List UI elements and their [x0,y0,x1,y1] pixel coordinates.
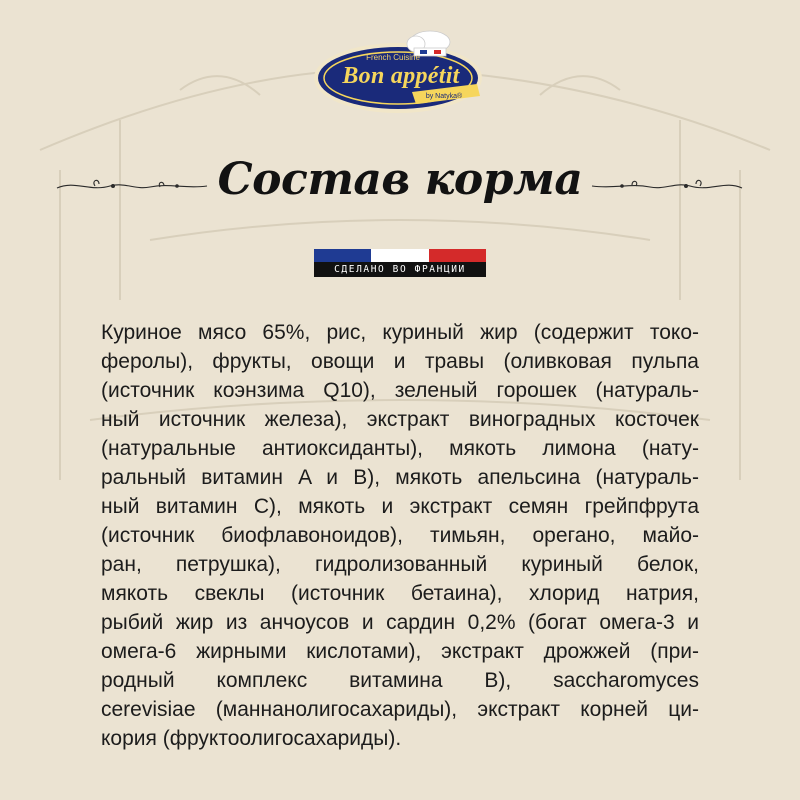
composition-line: рыбий жир из анчоусов и сардин 0,2% (богат омега-3 и [101,611,699,634]
composition-line: мякоть свеклы (источник бетаина), хлорид натрия, [101,582,699,605]
composition-line: ральный витамин A и B), мякоть апельсина (натураль- [101,466,699,489]
composition-line: ный источник железа), экстракт виноградных косточек [101,408,699,431]
french-flag-icon [314,249,486,262]
made-in-france-badge [314,249,486,277]
flourish-right-icon [590,176,745,196]
logo-brand-name: Bon appétit [342,63,460,89]
composition-line: кория (фруктоолигосахариды). [101,727,402,750]
flourish-left-icon [55,176,210,196]
composition-line: ный витамин C), мякоть и экстракт семян грейпфрута [101,495,699,518]
composition-line: омега-6 жирными кислотами), экстракт дрожжей (при- [101,640,699,663]
badge-caption: СДЕЛАНО ВО ФРАНЦИИ [314,262,486,277]
page-title: Состав корма [217,154,583,205]
composition-line: (натуральные антиоксиданты), мякоть лимона (нату- [101,437,699,460]
composition-line: феролы), фрукты, овощи и травы (оливковая пульпа [101,350,699,373]
logo-tagline: French Cuisine [366,53,420,62]
composition-line: cerevisiae (маннанолигосахариды), экстракт корней ци- [101,698,699,721]
composition-line: (источник биофлавоноидов), тимьян, орегано, майо- [101,524,699,547]
logo-by-line: by Natyka® [425,93,463,100]
composition-line: родный комплекс витамина B), saccharomyces [101,669,699,692]
composition-line: ран, петрушка), гидролизованный куриный белок, [101,553,699,576]
composition-text [101,318,699,753]
composition-line: (источник коэнзима Q10), зеленый горошек (натураль- [101,379,699,402]
title-section [0,152,800,222]
brand-logo [312,30,490,116]
composition-line: Куриное мясо 65%, рис, куриный жир (содержит токо- [101,321,699,344]
